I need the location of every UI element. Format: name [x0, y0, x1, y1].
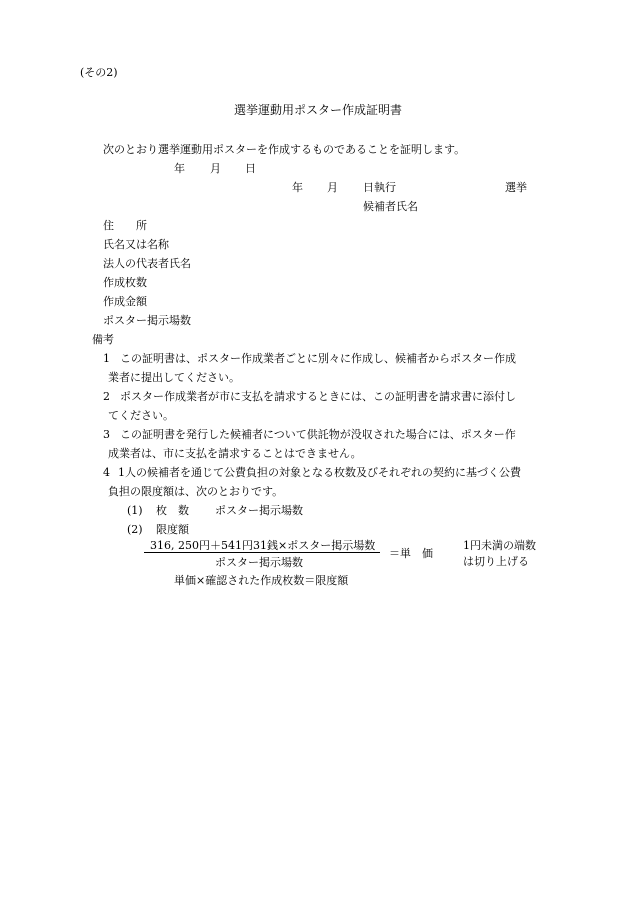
- date-month: 月: [210, 162, 221, 175]
- form-number: (その2): [80, 66, 118, 79]
- sub-item-label: 限度額: [156, 523, 189, 536]
- formula-numerator: 316, 250円＋541円31銭×ポスター掲示場数: [150, 539, 376, 552]
- remark-line: この証明書は、ポスター作成業者ごとに別々に作成し、候補者からポスター作成: [120, 352, 516, 365]
- election-month: 月: [327, 181, 338, 194]
- field-address: 住 所: [103, 219, 147, 232]
- election-year: 年: [292, 181, 303, 194]
- rounding-note: は切り上げる: [463, 555, 529, 568]
- remark-number: 1: [103, 352, 110, 365]
- intro-text: 次のとおり選挙運動用ポスターを作成するものであることを証明します。: [103, 143, 466, 156]
- remark-line: てください。: [108, 409, 174, 422]
- fraction-bar: [144, 552, 380, 553]
- remark-line: ポスター作成業者が市に支払を請求するときには、この証明書を請求書に添付し: [120, 390, 516, 403]
- formula-denominator: ポスター掲示場数: [215, 556, 303, 569]
- sub-item-number: (1): [127, 504, 143, 517]
- date-day: 日: [245, 162, 256, 175]
- remark-line: 業者に提出してください。: [108, 371, 240, 384]
- election-executed: 日執行: [363, 181, 396, 194]
- remark-number: 4: [103, 466, 110, 479]
- field-representative: 法人の代表者氏名: [103, 257, 191, 270]
- remark-number: 2: [103, 390, 110, 403]
- document-title: 選挙運動用ポスター作成証明書: [234, 103, 403, 117]
- sub-item-value: ポスター掲示場数: [215, 504, 303, 517]
- candidate-name-label: 候補者氏名: [363, 200, 418, 213]
- field-name: 氏名又は名称: [103, 238, 169, 251]
- field-poster-sites: ポスター掲示場数: [103, 314, 191, 327]
- rounding-note: 1円未満の端数: [463, 539, 536, 552]
- election-label: 選挙: [505, 181, 527, 194]
- formula-result: ＝単 価: [389, 547, 433, 560]
- field-quantity: 作成枚数: [103, 276, 147, 289]
- date-year: 年: [174, 162, 185, 175]
- sub-item-number: (2): [127, 523, 143, 536]
- remarks-heading: 備考: [92, 333, 114, 346]
- sub-item-label: 枚 数: [156, 504, 189, 517]
- remark-number: 3: [103, 428, 110, 441]
- remark-line: この証明書を発行した候補者について供託物が没収された場合には、ポスター作: [120, 428, 516, 441]
- remark-line: 成業者は、市に支払を請求することはできません。: [108, 447, 362, 460]
- remark-line: 1人の候補者を通じて公費負担の対象となる枚数及びそれぞれの契約に基づく公費: [118, 466, 521, 479]
- field-amount: 作成金額: [103, 295, 147, 308]
- remark-line: 負担の限度額は、次のとおりです。: [108, 485, 284, 498]
- limit-calculation: 単価×確認された作成枚数＝限度額: [174, 574, 349, 587]
